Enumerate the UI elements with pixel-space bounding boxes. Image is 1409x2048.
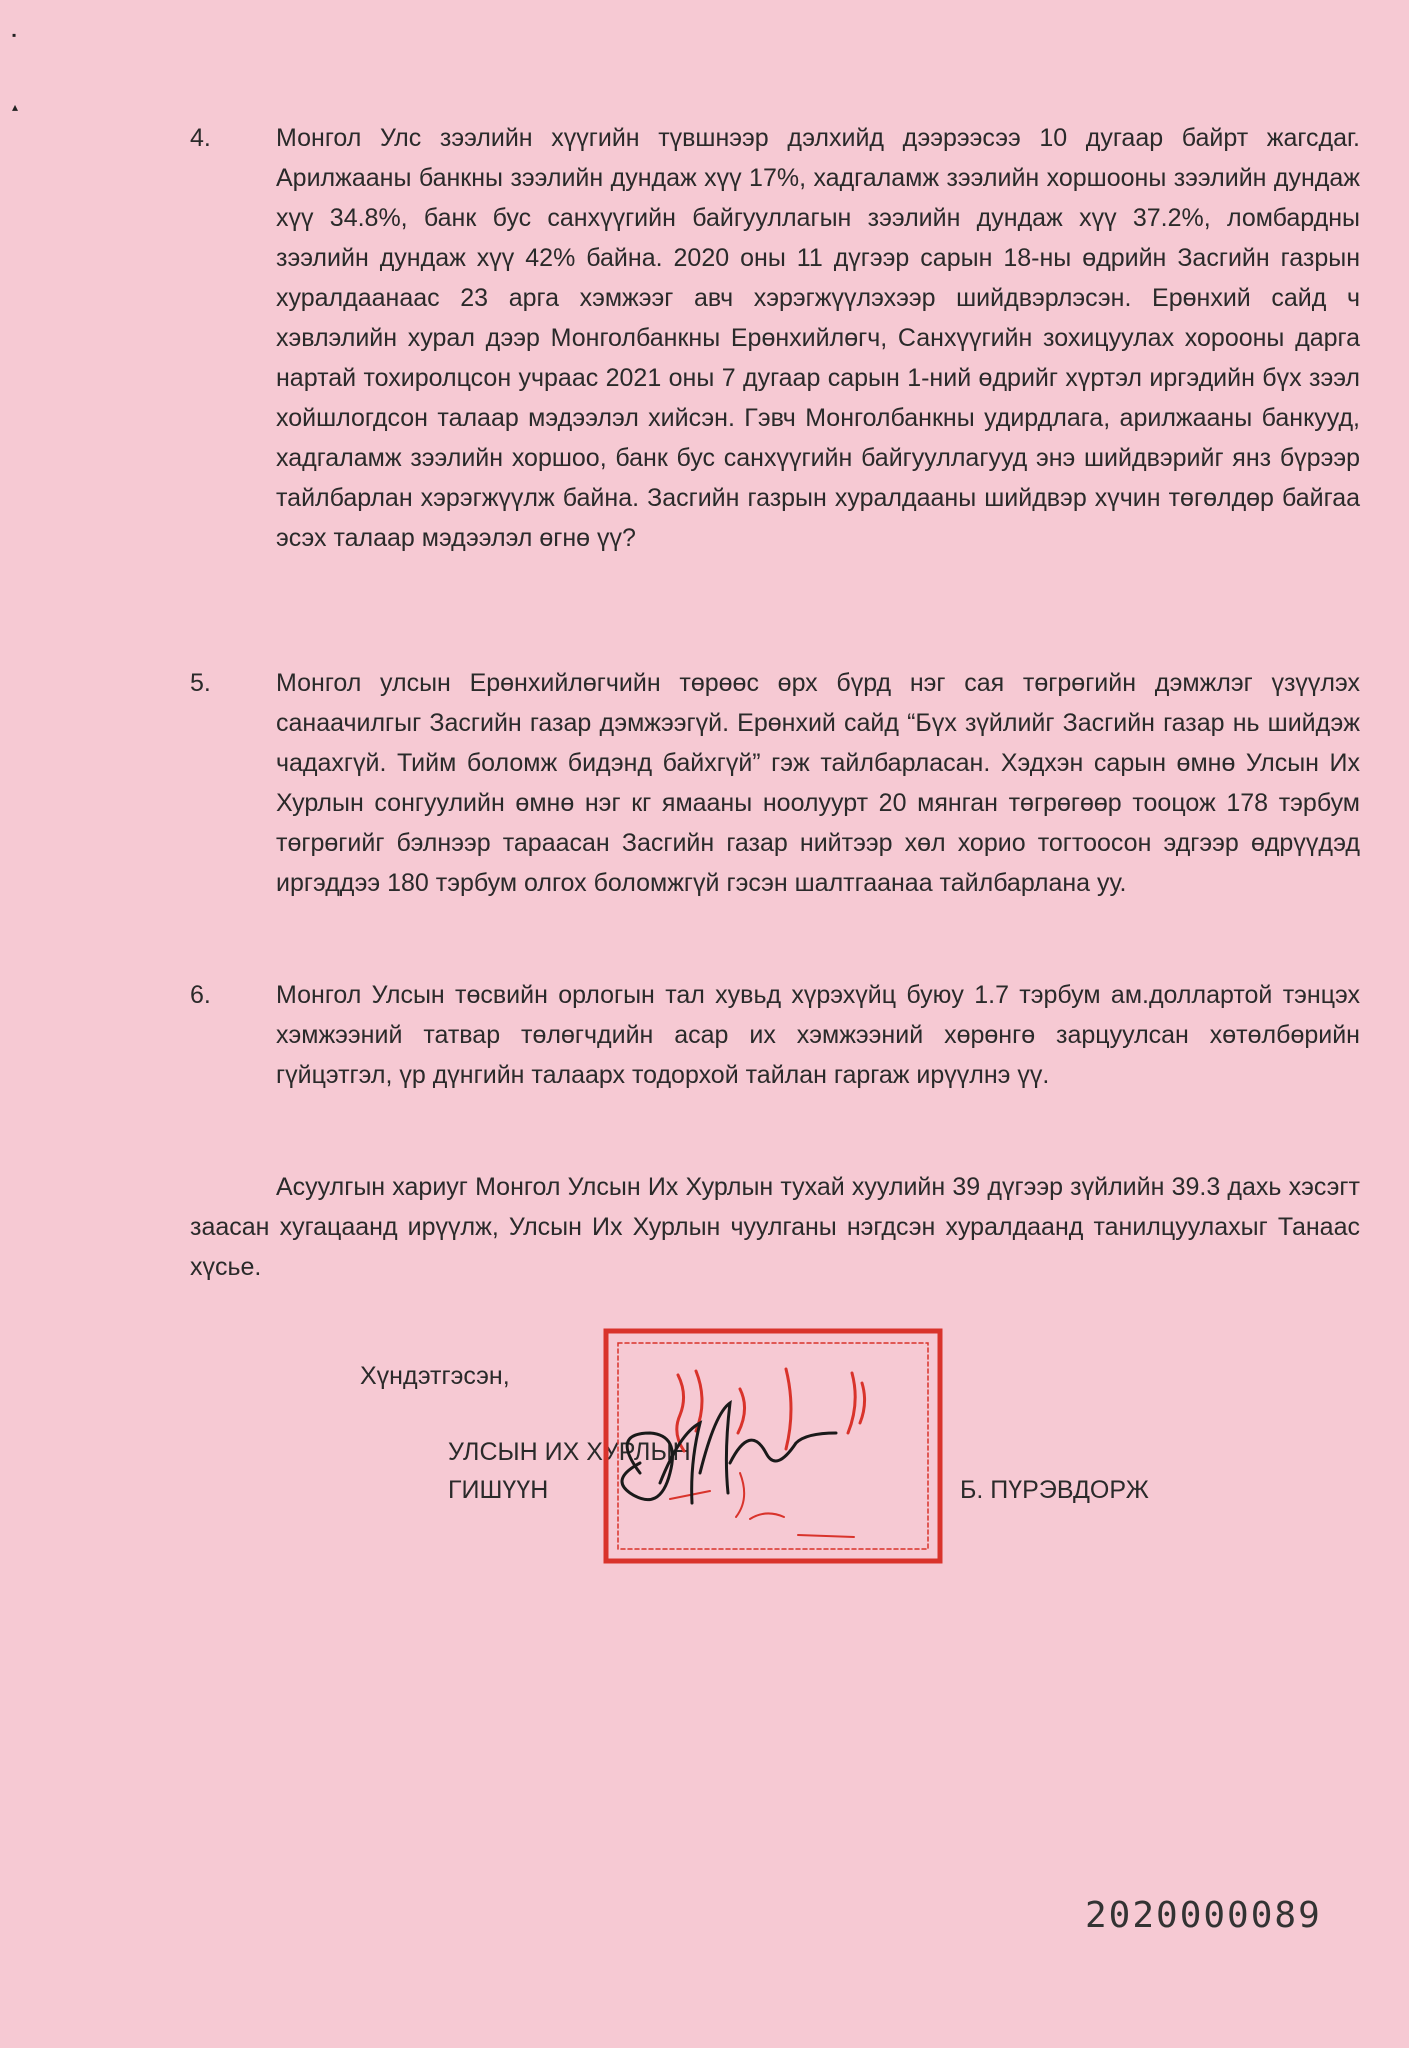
question-item-4 — [190, 118, 1360, 558]
signer-title-line2: ГИШҮҮН — [448, 1476, 549, 1504]
closing-paragraph: Асуулгын хариуг Монгол Улсын Их Хурлын тухай хуулийн 39 дүгээр зүйлийн 39.3 дахь хэсэгт заасан хугацаанд ирүүлж, Улсын Их Хурлын чуулганы нэгдсэн хуралдаанд танилцуулахыг Танаас хүсье. — [190, 1173, 1360, 1281]
item-text: Монгол Улс зээлийн хүүгийн түвшнээр дэлхийд дээрээсээ 10 дугаар байрт жагсдаг. Арилжааны банкны зээлийн дундаж хүү 17%, хадгаламж зээлийн хоршооны зээлийн дундаж хүү 34.8%, банк бус санхүүгийн байгууллагын зээлийн дундаж хүү 37.2%, ломбардны зээлийн дундаж хүү 42% байна. 2020 оны 11 дүгээр сарын 18-ны өдрийн Засгийн газрын хуралдаанаас 23 арга хэмжээг авч хэрэгжүүлэхээр шийдвэрлэсэн. Ерөнхий сайд ч хэвлэлийн хурал дээр Монголбанкны Ерөнхийлөгч, Санхүүгийн зохицуулах хорооны дарга нартай тохиролцсон учраас 2021 оны 7 дугаар сарын 1-ний өдрийг хүртэл иргэдийн бүх зээл хойшлогдсон талаар мэдээлэл хийсэн. Гэвч Монголбанкны удирдлага, арилжааны банкууд, хадгаламж зээлийн хоршоо, банк бус санхүүгийн байгууллагууд энэ шийдвэрийг янз бүрээр тайлбарлан хэрэгжүүлж байна. Засгийн газрын хуралдааны шийдвэр хүчин төгөлдөр байгаа эсэх талаар мэдээлэл өгнө үү? — [276, 124, 1360, 552]
item-text: Монгол Улсын төсвийн орлогын тал хувьд хүрэхүйц буюу 1.7 тэрбум ам.доллартой тэнцэх хэмжээний татвар төлөгчдийн асар их хэмжээний хөрөнгө зарцуулсан хөтөлбөрийн гүйцэтгэл, үр дүнгийн талаарх тодорхой тайлан гаргаж ирүүлнэ үү. — [276, 981, 1360, 1089]
item-number: 6. — [190, 981, 211, 1009]
scan-mark-bottom: ▴ — [12, 100, 19, 114]
question-item-5 — [190, 663, 1360, 903]
signer-title-line1: УЛСЫН ИХ ХУРЛЫН — [448, 1438, 691, 1466]
item-number: 4. — [190, 124, 211, 152]
document-number: 2020000089 — [1085, 1895, 1322, 1936]
item-number: 5. — [190, 669, 211, 697]
item-text: Монгол улсын Ерөнхийлөгчийн төрөөс өрх бүрд нэг сая төгрөгийн дэмжлэг үзүүлэх санаачилгыг Засгийн газар дэмжээгүй. Ерөнхий сайд “Бүх зүйлийг Засгийн газар нь шийдэж чадахгүй. Тийм боломж бидэнд байхгүй” гэж тайлбарласан. Хэдхэн сарын өмнө Улсын Их Хурлын сонгуулийн өмнө нэг кг ямааны ноолуурт 20 мянган төгрөгөөр тооцож 178 тэрбум төгрөгийг бэлнээр тараасан Засгийн газар нийтээр хөл хорио тогтоосон эдгээр өдрүүдэд иргэддээ 180 тэрбум олгох боломжгүй гэсэн шалтгаанаа тайлбарлана уу. — [276, 669, 1360, 897]
official-stamp — [600, 1323, 945, 1568]
signature-scribble — [622, 1403, 836, 1503]
greeting: Хүндэтгэсэн, — [360, 1362, 510, 1390]
question-item-6 — [190, 975, 1360, 1095]
signer-name: Б. ПҮРЭВДОРЖ — [960, 1476, 1149, 1504]
scan-mark-top: ▪ — [12, 28, 17, 42]
